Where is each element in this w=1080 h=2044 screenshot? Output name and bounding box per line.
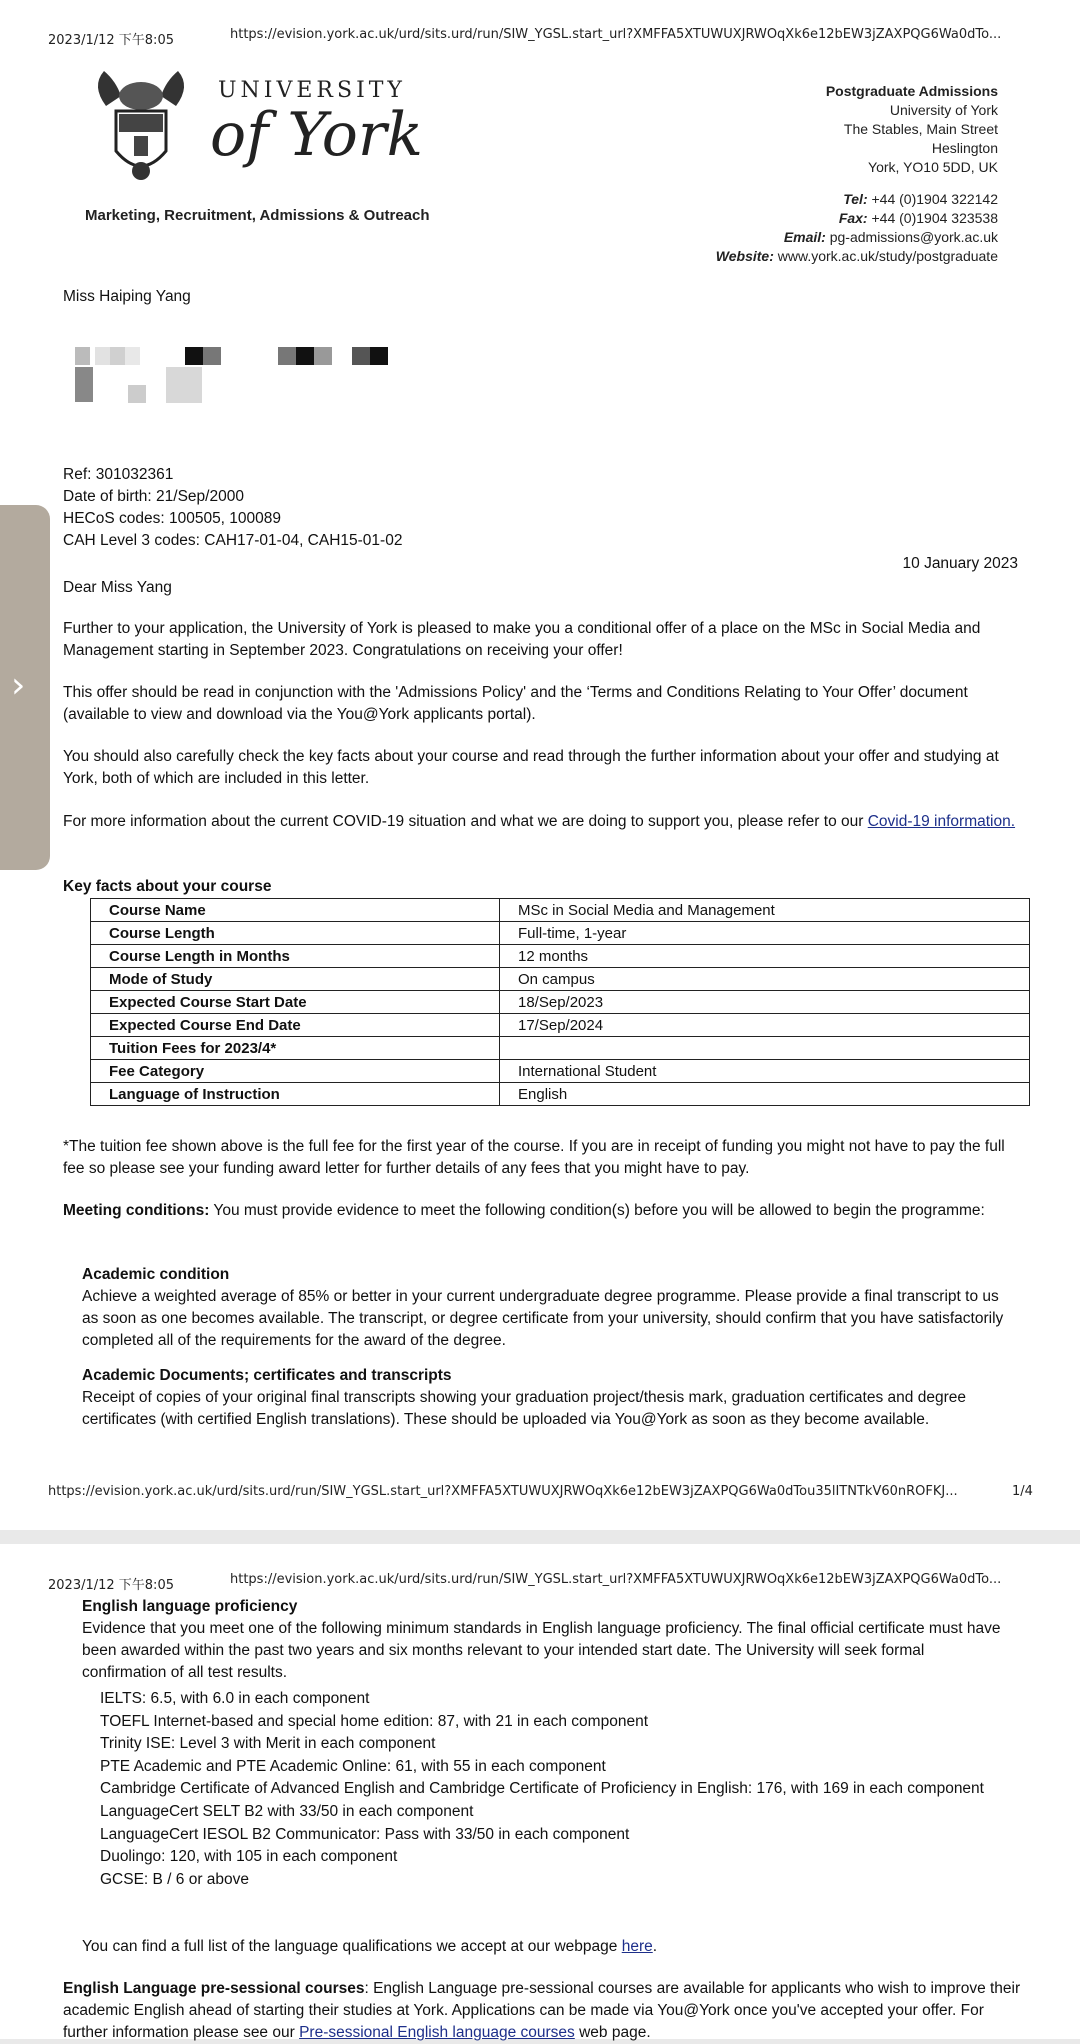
full-list-text: You can find a full list of the language qualifications we accept at our webpage bbox=[82, 1938, 622, 1955]
table-row bbox=[91, 922, 1030, 945]
office-name: Postgraduate Admissions bbox=[825, 83, 998, 99]
tel-value: +44 (0)1904 322142 bbox=[871, 191, 998, 207]
full-list-note: You can find a full list of the language qualifications we accept at our webpage here. bbox=[82, 1938, 658, 1955]
date-of-birth: Date of birth: 21/Sep/2000 bbox=[63, 488, 244, 505]
academic-documents-text: Receipt of copies of your original final transcripts showing your graduation project/thesis mark, graduation certificates and degree certificates (with certified English translations). These should be uploaded via You@York as soon as they become available. bbox=[82, 1389, 966, 1428]
key-facts-title: Key facts about your course bbox=[63, 878, 272, 895]
side-panel-handle[interactable] bbox=[0, 505, 50, 870]
footer-url: https://evision.york.ac.uk/urd/sits.urd/run/SIW_YGSL.start_url?XMFFA5XTUWUXJRWOqXk6e12bEW3jZAXPQG6Wa0dTou35lITNTkV60nROFKJ... bbox=[48, 1484, 958, 1499]
academic-condition-text: Achieve a weighted average of 85% or better in your current undergraduate degree programme. Please provide a final transcript to us as soon as one becomes available. The transcript, or degree certificate from your university, should confirm that you have satisfactorily completed all of the requirements for the award of the degree. bbox=[82, 1288, 1004, 1349]
key-cell: Course Length bbox=[91, 922, 500, 945]
value-cell: 18/Sep/2023 bbox=[500, 991, 1030, 1014]
address-line: University of York bbox=[889, 102, 998, 118]
value-cell: 12 months bbox=[500, 945, 1030, 968]
table-row bbox=[91, 1037, 1030, 1060]
list-item: PTE Academic and PTE Academic Online: 61, with 55 in each component bbox=[100, 1757, 606, 1775]
university-wordmark: UNIVERSITY bbox=[218, 78, 406, 103]
meeting-label: Meeting conditions: bbox=[63, 1202, 210, 1219]
fax-value: +44 (0)1904 323538 bbox=[871, 210, 998, 226]
reference-block bbox=[63, 464, 1023, 552]
key-cell: Course Name bbox=[91, 899, 500, 922]
table-row bbox=[91, 1060, 1030, 1083]
print-url: https://evision.york.ac.uk/urd/sits.urd/run/SIW_YGSL.start_url?XMFFA5XTUWUXJRWOqXk6e12bEW3jZAXPQG6Wa0dTo... bbox=[230, 1572, 1002, 1587]
chevron-right-icon: › bbox=[11, 665, 26, 706]
table-row bbox=[91, 991, 1030, 1014]
website-label: Website: bbox=[715, 248, 774, 264]
list-item: GCSE: B / 6 or above bbox=[100, 1870, 250, 1888]
covid-info-link[interactable]: Covid-19 information. bbox=[867, 813, 1016, 830]
key-cell: Expected Course Start Date bbox=[91, 991, 500, 1014]
academic-condition bbox=[82, 1264, 1012, 1352]
key-cell: Mode of Study bbox=[91, 968, 500, 991]
english-proficiency-title: English language proficiency bbox=[82, 1598, 298, 1615]
print-timestamp: 2023/1/12 下午8:05 bbox=[48, 1578, 174, 1593]
list-item: TOEFL Internet-based and special home edition: 87, with 21 in each component bbox=[100, 1712, 649, 1730]
letter-page-2 bbox=[0, 1544, 1080, 2039]
value-cell: On campus bbox=[500, 968, 1030, 991]
york-crest-icon bbox=[86, 66, 196, 186]
list-item: Duolingo: 120, with 105 in each component bbox=[100, 1848, 398, 1866]
postal-address bbox=[826, 82, 998, 177]
key-facts-table bbox=[90, 898, 1030, 1106]
key-cell: Course Length in Months bbox=[91, 945, 500, 968]
presessional-tail: web page. bbox=[574, 2024, 651, 2041]
value-cell: Full-time, 1-year bbox=[500, 922, 1030, 945]
covid-paragraph bbox=[63, 811, 1023, 833]
address-line: York, YO10 5DD, UK bbox=[868, 159, 998, 175]
presessional-text: : English Language pre-sessional courses are available for applicants who wish to improve their academic English ahead of starting their studies at York. Applications can be made via You@York once you've accepted your offer. For further information please see our bbox=[63, 1980, 1021, 2041]
address-line: The Stables, Main Street bbox=[843, 121, 998, 137]
meeting-conditions bbox=[63, 1200, 1023, 1222]
presessional-label: English Language pre-sessional courses bbox=[63, 1980, 365, 1997]
key-facts-paragraph: You should also carefully check the key facts about your course and read through the further information about your offer and studying at York, both of which are included in this letter. bbox=[63, 748, 999, 787]
meeting-text: You must provide evidence to meet the following condition(s) before you will be allowed to begin the programme: bbox=[209, 1202, 985, 1219]
key-cell: Fee Category bbox=[91, 1060, 500, 1083]
hecos-codes: HECoS codes: 100505, 100089 bbox=[63, 510, 282, 527]
list-item: Cambridge Certificate of Advanced English and Cambridge Certificate of Proficiency in English: 176, with 169 in each component bbox=[100, 1780, 984, 1798]
website-value[interactable]: www.york.ac.uk/study/postgraduate bbox=[777, 248, 998, 264]
value-cell: English bbox=[500, 1083, 1030, 1106]
english-proficiency-text: Evidence that you meet one of the following minimum standards in English language proficiency. The final official certificate must have been awarded within the past two years and six months relevant to your intended start date. The University will seek formal confirmation of all test results. bbox=[82, 1620, 1001, 1681]
list-item: Trinity ISE: Level 3 with Merit in each component bbox=[100, 1735, 436, 1753]
list-item: LanguageCert SELT B2 with 33/50 in each component bbox=[100, 1802, 474, 1820]
contact-block bbox=[716, 190, 998, 266]
key-cell: Language of Instruction bbox=[91, 1083, 500, 1106]
table-row bbox=[91, 968, 1030, 991]
list-item: IELTS: 6.5, with 6.0 in each component bbox=[100, 1690, 370, 1707]
cah-codes: CAH Level 3 codes: CAH17-01-04, CAH15-01-02 bbox=[63, 532, 403, 549]
letter-date: 10 January 2023 bbox=[902, 555, 1018, 572]
academic-documents-title: Academic Documents; certificates and transcripts bbox=[82, 1367, 452, 1384]
presessional-paragraph bbox=[63, 1978, 1023, 2044]
email-value[interactable]: pg-admissions@york.ac.uk bbox=[829, 229, 998, 245]
english-tests-list bbox=[100, 1688, 1000, 1891]
print-url: https://evision.york.ac.uk/urd/sits.urd/run/SIW_YGSL.start_url?XMFFA5XTUWUXJRWOqXk6e12bEW3jZAXPQG6Wa0dTo... bbox=[230, 27, 1002, 42]
academic-documents bbox=[82, 1365, 1012, 1431]
recipient-name: Miss Haiping Yang bbox=[63, 288, 191, 305]
offer-paragraph: Further to your application, the University of York is pleased to make you a conditional offer of a place on the MSc in Social Media and Management starting in September 2023. Congratulations on receiving your offer! bbox=[63, 620, 981, 659]
covid-text: For more information about the current COVID-19 situation and what we are doing to support you, please refer to our bbox=[63, 813, 868, 830]
table-row bbox=[91, 899, 1030, 922]
tel-label: Tel: bbox=[843, 191, 868, 207]
english-proficiency bbox=[82, 1596, 1012, 1684]
key-cell: Expected Course End Date bbox=[91, 1014, 500, 1037]
tuition-fee-note: *The tuition fee shown above is the full fee for the first year of the course. If you are in receipt of funding you might not have to pay the full fee so please see your funding award letter for further details of any fees that you might have to pay. bbox=[63, 1138, 1005, 1177]
value-cell bbox=[500, 1037, 1030, 1060]
fax-label: Fax: bbox=[838, 210, 868, 226]
value-cell: International Student bbox=[500, 1060, 1030, 1083]
department-name: Marketing, Recruitment, Admissions & Outreach bbox=[85, 207, 430, 224]
value-cell: 17/Sep/2024 bbox=[500, 1014, 1030, 1037]
address-line: Heslington bbox=[931, 140, 998, 156]
table-row bbox=[91, 1014, 1030, 1037]
salutation: Dear Miss Yang bbox=[63, 579, 172, 596]
academic-condition-title: Academic condition bbox=[82, 1266, 230, 1283]
print-timestamp: 2023/1/12 下午8:05 bbox=[48, 33, 174, 48]
ref-number: Ref: 301032361 bbox=[63, 466, 174, 483]
email-label: Email: bbox=[783, 229, 826, 245]
value-cell: MSc in Social Media and Management bbox=[500, 899, 1030, 922]
table-row bbox=[91, 1083, 1030, 1106]
policy-paragraph: This offer should be read in conjunction with the 'Admissions Policy' and the ‘Terms and Conditions Relating to Your Offer’ document (available to view and download via the You@York applicants portal). bbox=[63, 684, 968, 723]
list-item: LanguageCert IESOL B2 Communicator: Pass with 33/50 in each component bbox=[100, 1825, 630, 1843]
of-york-wordmark: of York bbox=[210, 100, 423, 170]
here-link[interactable]: here bbox=[621, 1938, 653, 1955]
table-row bbox=[91, 945, 1030, 968]
key-cell: Tuition Fees for 2023/4* bbox=[91, 1037, 500, 1060]
page-number: 1/4 bbox=[1012, 1484, 1033, 1499]
presessional-link[interactable]: Pre-sessional English language courses bbox=[299, 2024, 575, 2041]
